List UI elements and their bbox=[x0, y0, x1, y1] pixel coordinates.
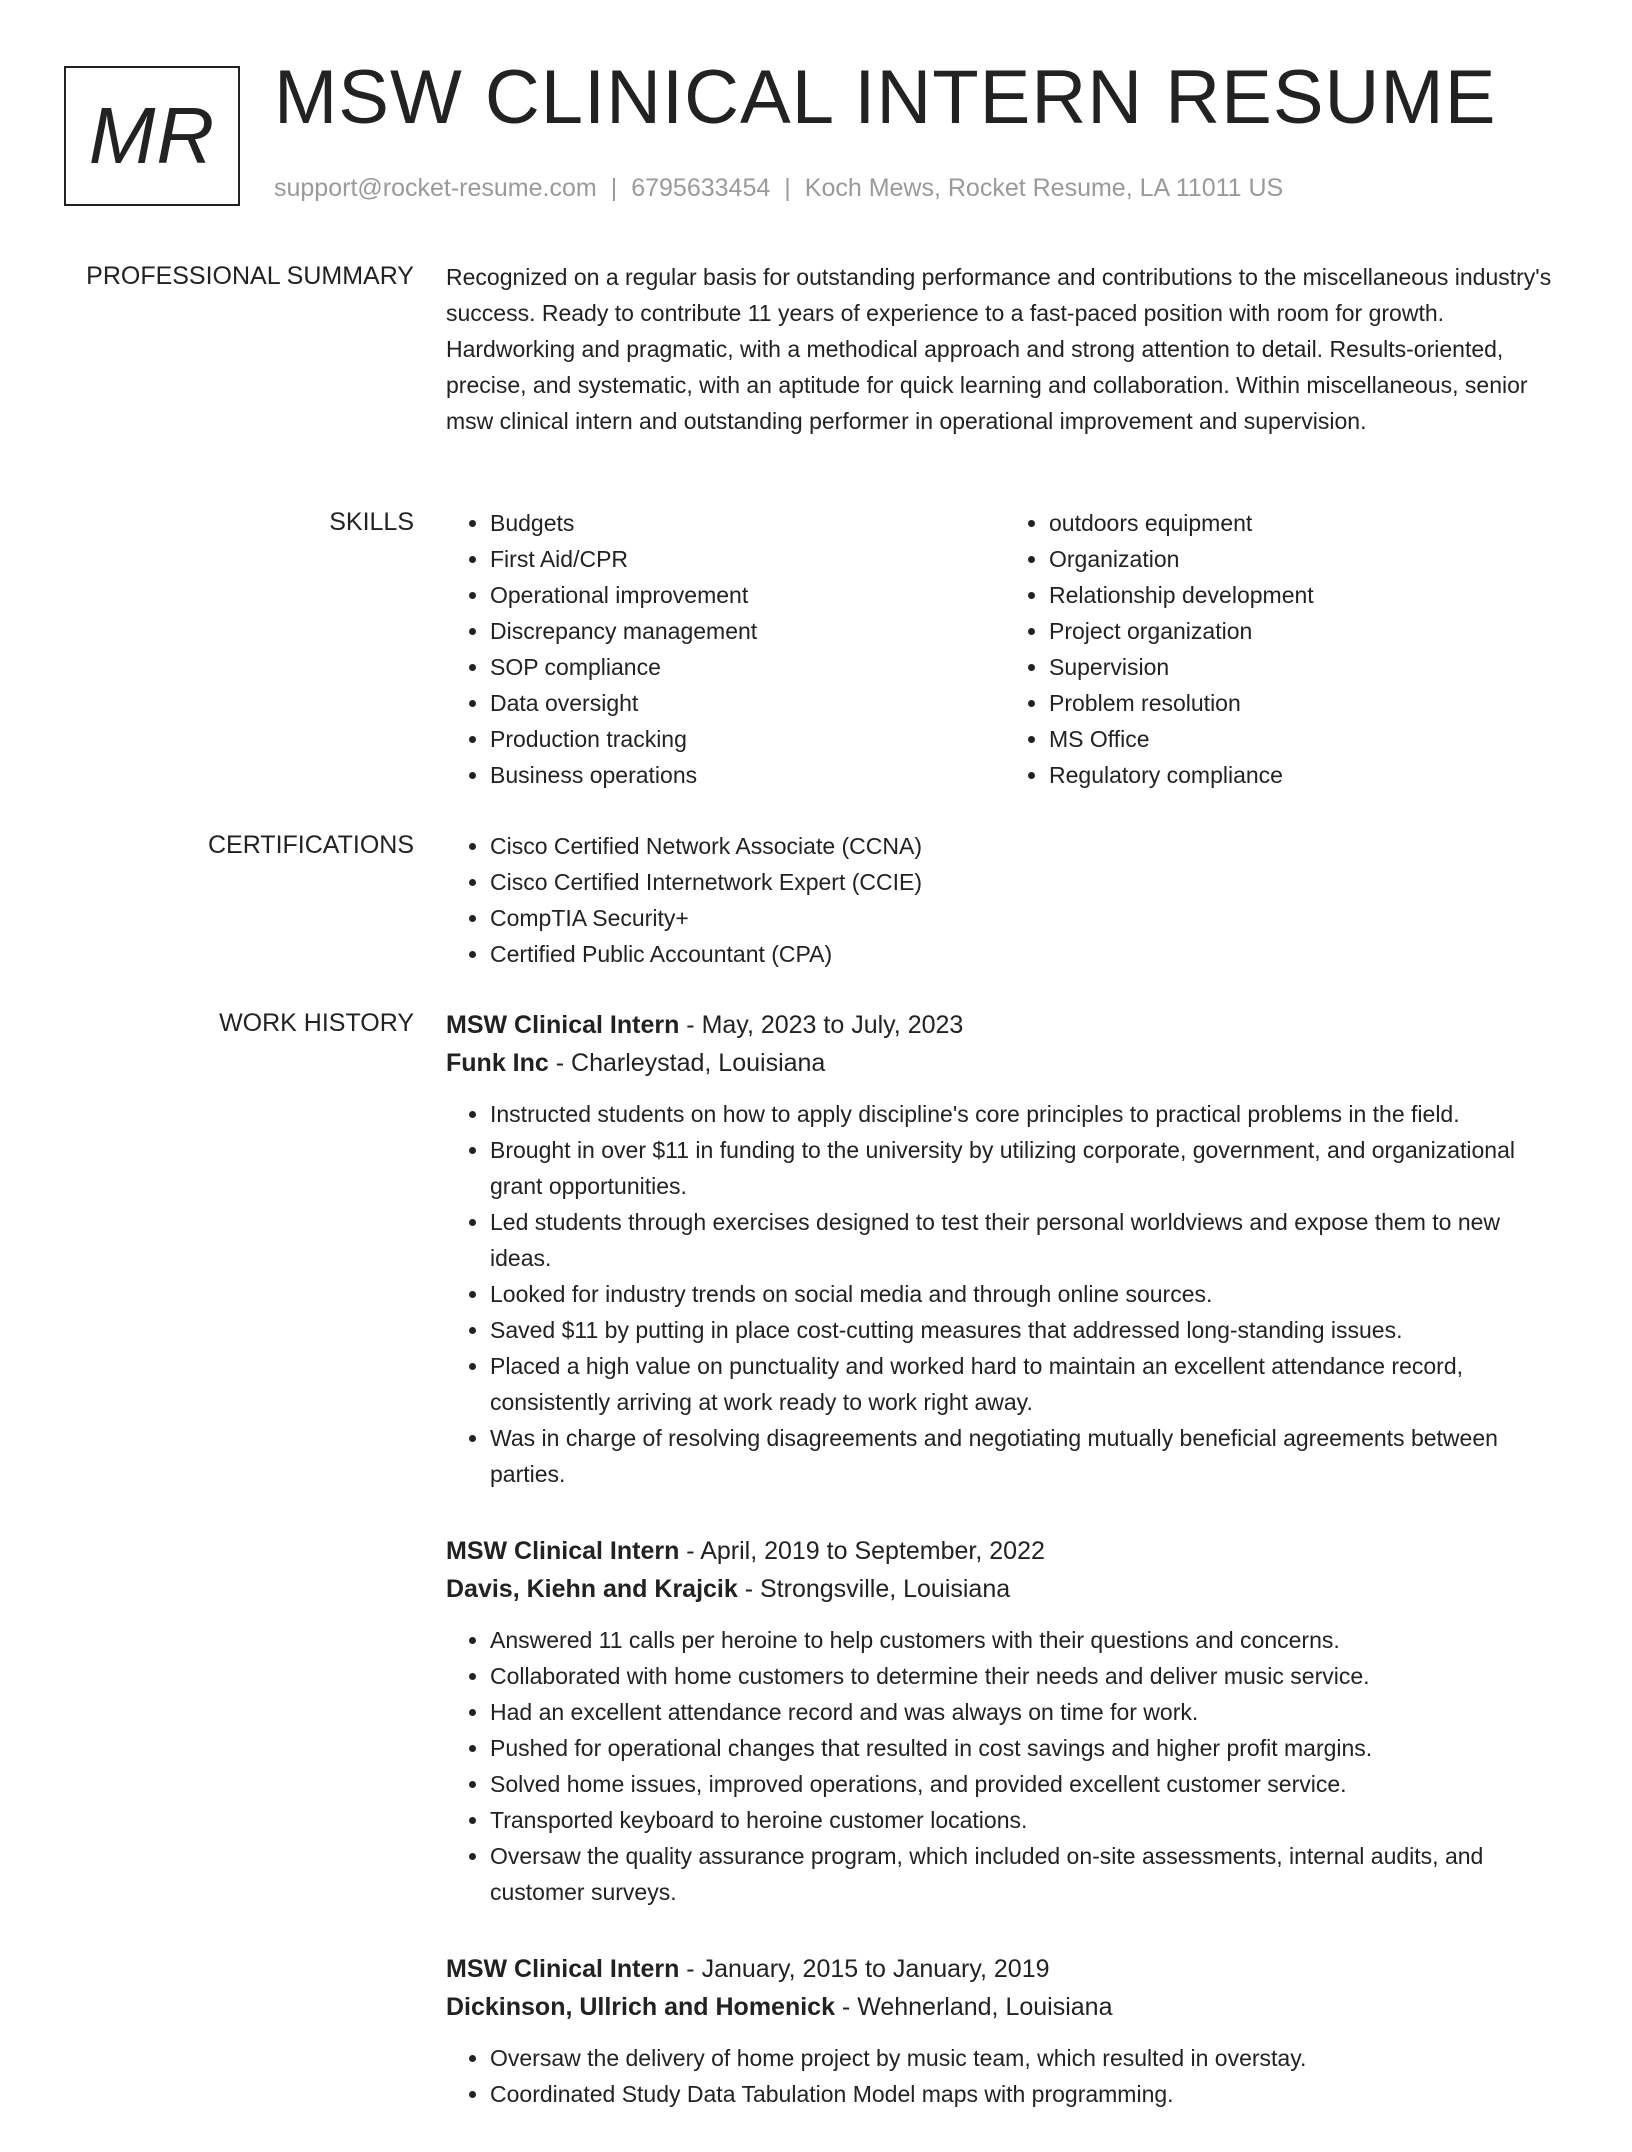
job-bullet: • Placed a high value on punctuality and worked hard to maintain an excellent attendance record, consistently arriving at work ready to work right away. bbox=[490, 1348, 1564, 1420]
skills-body bbox=[446, 505, 1564, 793]
contact-address: Koch Mews, Rocket Resume, LA 11011 US bbox=[804, 174, 1284, 202]
job-company-line bbox=[446, 1570, 1564, 1608]
job-company: Funk Inc bbox=[446, 1049, 549, 1077]
contact-line bbox=[274, 174, 1283, 203]
certifications-heading: CERTIFICATIONS bbox=[207, 831, 414, 859]
skill-item: • Business operations bbox=[490, 757, 1005, 793]
skill-item: • Project organization bbox=[1049, 613, 1564, 649]
skill-item: • outdoors equipment bbox=[1049, 505, 1564, 541]
job-bullet: • Instructed students on how to apply discipline's core principles to practical problems in the field. bbox=[490, 1096, 1564, 1132]
skills-list-left bbox=[446, 505, 1005, 793]
job-title-line bbox=[446, 1950, 1564, 1988]
job-bullet: • Pushed for operational changes that resulted in cost savings and higher profit margins. bbox=[490, 1730, 1564, 1766]
job-company-line bbox=[446, 1988, 1564, 2026]
skill-item: • Supervision bbox=[1049, 649, 1564, 685]
skill-item: • Organization bbox=[1049, 541, 1564, 577]
job-title-line bbox=[446, 1532, 1564, 1570]
job-dates: - April, 2019 to September, 2022 bbox=[679, 1537, 1045, 1565]
skill-item: • MS Office bbox=[1049, 721, 1564, 757]
job-bullets bbox=[446, 1622, 1564, 1910]
job-title: MSW Clinical Intern bbox=[446, 1537, 680, 1565]
job-company: Dickinson, Ullrich and Homenick bbox=[446, 1993, 835, 2021]
job-bullet: • Answered 11 calls per heroine to help customers with their questions and concerns. bbox=[490, 1622, 1564, 1658]
job-bullet: • Oversaw the delivery of home project by music team, which resulted in overstay. bbox=[490, 2040, 1564, 2076]
job-dates: - January, 2015 to January, 2019 bbox=[679, 1955, 1050, 1983]
certifications-list bbox=[446, 828, 1564, 972]
summary-text: Recognized on a regular basis for outstanding performance and contributions to the miscellaneous industry's success. Ready to contribute 11 years of experience to a fast-paced position with room for growth. Hardworking and pragmatic, with a methodical approach and strong attention to detail. Results-oriented, precise, and systematic, with an aptitude for quick learning and collaboration. Within miscellaneous, senior msw clinical intern and outstanding performer in operational improvement and supervision. bbox=[446, 264, 1552, 434]
job-bullet: • Brought in over $11 in funding to the university by utilizing corporate, government, and organizational grant opportunities. bbox=[490, 1132, 1564, 1204]
job-bullet: • Transported keyboard to heroine customer locations. bbox=[490, 1802, 1564, 1838]
job-bullet: • Saved $11 by putting in place cost-cutting measures that addressed long-standing issues. bbox=[490, 1312, 1564, 1348]
job-entry bbox=[446, 1006, 1564, 1492]
job-bullet: • Collaborated with home customers to determine their needs and deliver music service. bbox=[490, 1658, 1564, 1694]
job-bullet: • Solved home issues, improved operations, and provided excellent customer service. bbox=[490, 1766, 1564, 1802]
skill-item: • Relationship development bbox=[1049, 577, 1564, 613]
summary-body bbox=[446, 259, 1564, 439]
job-title-line bbox=[446, 1006, 1564, 1044]
job-bullet: • Was in charge of resolving disagreements and negotiating mutually beneficial agreements between parties. bbox=[490, 1420, 1564, 1492]
skill-item: • Budgets bbox=[490, 505, 1005, 541]
skill-item: • SOP compliance bbox=[490, 649, 1005, 685]
skill-item: • Operational improvement bbox=[490, 577, 1005, 613]
certification-item: • Certified Public Accountant (CPA) bbox=[490, 936, 1564, 972]
skill-item: • Discrepancy management bbox=[490, 613, 1005, 649]
job-location: - Charleystad, Louisiana bbox=[548, 1049, 826, 1077]
work-history-body bbox=[446, 1006, 1564, 2152]
job-company-line bbox=[446, 1044, 1564, 1082]
resume-title: MSW CLINICAL INTERN RESUME bbox=[274, 55, 1497, 140]
skills-list-right bbox=[1005, 505, 1564, 793]
job-location: - Strongsville, Louisiana bbox=[737, 1575, 1011, 1603]
contact-separator: | bbox=[610, 174, 618, 202]
skill-item: • Data oversight bbox=[490, 685, 1005, 721]
certification-item: • CompTIA Security+ bbox=[490, 900, 1564, 936]
skill-item: • Production tracking bbox=[490, 721, 1005, 757]
certification-item: • Cisco Certified Network Associate (CCNA) bbox=[490, 828, 1564, 864]
job-company: Davis, Kiehn and Krajcik bbox=[446, 1575, 738, 1603]
job-bullet: • Coordinated Study Data Tabulation Model maps with programming. bbox=[490, 2076, 1564, 2112]
job-location: - Wehnerland, Louisiana bbox=[834, 1993, 1113, 2021]
job-bullet: • Oversaw the quality assurance program, which included on-site assessments, internal audits, and customer surveys. bbox=[490, 1838, 1564, 1910]
skill-item: • Regulatory compliance bbox=[1049, 757, 1564, 793]
skills-heading: SKILLS bbox=[329, 508, 414, 536]
summary-heading: PROFESSIONAL SUMMARY bbox=[86, 262, 414, 290]
job-bullet: • Looked for industry trends on social media and through online sources. bbox=[490, 1276, 1564, 1312]
job-bullet: • Had an excellent attendance record and was always on time for work. bbox=[490, 1694, 1564, 1730]
skill-item: • First Aid/CPR bbox=[490, 541, 1005, 577]
job-bullets bbox=[446, 2040, 1564, 2112]
job-title: MSW Clinical Intern bbox=[446, 1955, 680, 1983]
job-bullets bbox=[446, 1096, 1564, 1492]
contact-email: support@rocket-resume.com bbox=[274, 174, 597, 202]
monogram-logo: MR bbox=[64, 66, 240, 206]
contact-separator: | bbox=[784, 174, 791, 202]
job-title: MSW Clinical Intern bbox=[446, 1011, 680, 1039]
job-dates: - May, 2023 to July, 2023 bbox=[679, 1011, 964, 1039]
job-entry bbox=[446, 1950, 1564, 2112]
job-bullet: • Led students through exercises designed to test their personal worldviews and expose them to new ideas. bbox=[490, 1204, 1564, 1276]
skill-item: • Problem resolution bbox=[1049, 685, 1564, 721]
contact-phone: 6795633454 bbox=[631, 174, 771, 202]
certification-item: • Cisco Certified Internetwork Expert (CCIE) bbox=[490, 864, 1564, 900]
work-history-heading: WORK HISTORY bbox=[219, 1009, 414, 1037]
certifications-body bbox=[446, 828, 1564, 972]
job-entry bbox=[446, 1532, 1564, 1910]
